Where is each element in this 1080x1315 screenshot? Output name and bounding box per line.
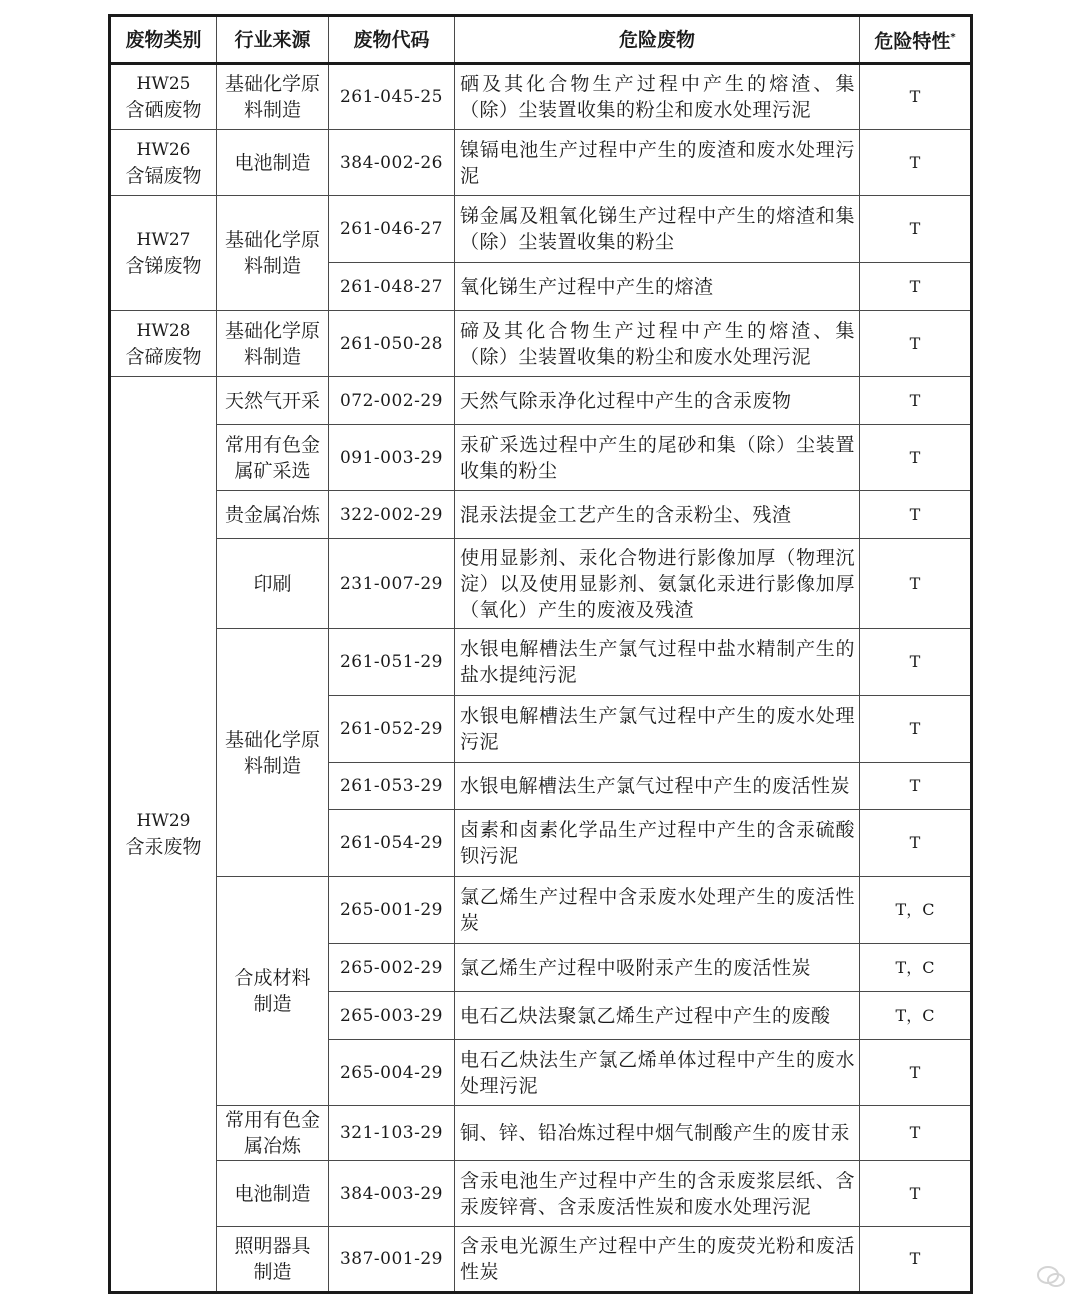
waste-description-cell: 氧化锑生产过程中产生的熔渣 bbox=[455, 263, 860, 311]
industry-cell bbox=[217, 1161, 329, 1227]
table-row bbox=[110, 377, 972, 425]
waste-description-cell: 含汞电光源生产过程中产生的废荧光粉和废活性炭 bbox=[455, 1227, 860, 1293]
header-hazard-label: 危险特性 bbox=[874, 30, 951, 53]
waste-code-cell: 261-054-29 bbox=[329, 810, 455, 877]
industry-line: 制造 bbox=[253, 1261, 292, 1283]
waste-description-cell: 铜、锌、铅冶炼过程中烟气制酸产生的废甘汞 bbox=[455, 1106, 860, 1161]
industry-line: 基础化学原 bbox=[224, 728, 320, 751]
hazard-cell: T bbox=[860, 491, 972, 539]
waste-code-cell: 091-003-29 bbox=[329, 425, 455, 491]
category-code: HW27 bbox=[136, 230, 191, 250]
waste-description-cell: 碲及其化合物生产过程中产生的熔渣、集（除）尘装置收集的粉尘和废水处理污泥 bbox=[455, 311, 860, 377]
table-row bbox=[110, 1161, 972, 1227]
waste-code-cell: 261-045-25 bbox=[329, 64, 455, 130]
category-code: HW25 bbox=[136, 74, 191, 94]
hazard-cell: T bbox=[860, 64, 972, 130]
table-row bbox=[110, 64, 972, 130]
waste-description-cell: 硒及其化合物生产过程中产生的熔渣、集（除）尘装置收集的粉尘和废水处理污泥 bbox=[455, 64, 860, 130]
industry-line: 天然气开采 bbox=[224, 389, 320, 412]
industry-line: 料制造 bbox=[243, 255, 301, 277]
waste-description-cell: 水银电解槽法生产氯气过程中产生的废活性炭 bbox=[455, 763, 860, 810]
industry-cell bbox=[217, 539, 329, 629]
header-waste: 危险废物 bbox=[455, 16, 860, 64]
table-row bbox=[110, 629, 972, 696]
waste-description-cell: 镍镉电池生产过程中产生的废渣和废水处理污泥 bbox=[455, 130, 860, 196]
header-code: 废物代码 bbox=[329, 16, 455, 64]
industry-line: 合成材料 bbox=[234, 967, 311, 989]
category-name: 含碲废物 bbox=[125, 345, 202, 368]
waste-description-cell: 天然气除汞净化过程中产生的含汞废物 bbox=[455, 377, 860, 425]
industry-line: 属矿采选 bbox=[234, 459, 311, 482]
waste-code-cell: 265-002-29 bbox=[329, 944, 455, 992]
industry-line: 基础化学原 bbox=[224, 229, 320, 251]
waste-code-cell: 231-007-29 bbox=[329, 539, 455, 629]
table-row bbox=[110, 491, 972, 539]
category-cell-hw28 bbox=[110, 311, 217, 377]
table-row bbox=[110, 425, 972, 491]
hazard-cell: T bbox=[860, 263, 972, 311]
category-cell-hw27 bbox=[110, 196, 217, 311]
hazard-cell: T bbox=[860, 763, 972, 810]
header-row bbox=[110, 16, 972, 64]
category-code: HW28 bbox=[136, 320, 191, 341]
industry-line: 电池制造 bbox=[234, 151, 311, 174]
category-name: 含汞废物 bbox=[125, 836, 202, 858]
industry-line: 电池制造 bbox=[234, 1182, 311, 1205]
waste-code-cell: 384-002-26 bbox=[329, 130, 455, 196]
waste-description-cell: 电石乙炔法生产氯乙烯单体过程中产生的废水处理污泥 bbox=[455, 1040, 860, 1106]
category-cell-hw26 bbox=[110, 130, 217, 196]
industry-cell bbox=[217, 1106, 329, 1161]
header-hazard-mark: * bbox=[950, 31, 956, 43]
category-name: 含锑废物 bbox=[125, 255, 202, 277]
waste-description-cell: 混汞法提金工艺产生的含汞粉尘、残渣 bbox=[455, 491, 860, 539]
hazard-cell: T bbox=[860, 539, 972, 629]
category-name: 含硒废物 bbox=[125, 99, 202, 121]
industry-cell bbox=[217, 425, 329, 491]
header-industry: 行业来源 bbox=[217, 16, 329, 64]
hazard-cell: T bbox=[860, 810, 972, 877]
waste-code-cell: 261-052-29 bbox=[329, 696, 455, 763]
industry-line: 属冶炼 bbox=[243, 1135, 301, 1157]
hazard-cell: T bbox=[860, 311, 972, 377]
industry-cell bbox=[217, 877, 329, 1106]
waste-description-cell: 氯乙烯生产过程中吸附汞产生的废活性炭 bbox=[455, 944, 860, 992]
hazard-cell: T bbox=[860, 425, 972, 491]
hazard-cell: T，C bbox=[860, 944, 972, 992]
industry-cell bbox=[217, 491, 329, 539]
industry-line: 照明器具 bbox=[234, 1235, 311, 1257]
industry-cell bbox=[217, 629, 329, 877]
table-row bbox=[110, 1227, 972, 1293]
industry-cell bbox=[217, 130, 329, 196]
table-row bbox=[110, 311, 972, 377]
table-row bbox=[110, 877, 972, 944]
watermark bbox=[1036, 1265, 1066, 1289]
waste-description-cell: 使用显影剂、汞化合物进行影像加厚（物理沉淀）以及使用显影剂、氨氯化汞进行影像加厚（氧化）产生的废液及残渣 bbox=[455, 539, 860, 629]
industry-line: 常用有色金 bbox=[224, 1109, 320, 1131]
waste-description-cell: 含汞电池生产过程中产生的含汞废浆层纸、含汞废锌膏、含汞废活性炭和废水处理污泥 bbox=[455, 1161, 860, 1227]
waste-code-cell: 261-046-27 bbox=[329, 196, 455, 263]
industry-line: 料制造 bbox=[243, 754, 301, 777]
hazard-cell: T bbox=[860, 696, 972, 763]
industry-line: 基础化学原 bbox=[224, 319, 320, 342]
hazard-cell: T bbox=[860, 130, 972, 196]
hazard-cell: T bbox=[860, 1106, 972, 1161]
waste-code-cell: 261-051-29 bbox=[329, 629, 455, 696]
table-row bbox=[110, 130, 972, 196]
hazardous-waste-table bbox=[108, 14, 973, 1294]
hazard-cell: T bbox=[860, 1161, 972, 1227]
waste-description-cell: 汞矿采选过程中产生的尾砂和集（除）尘装置收集的粉尘 bbox=[455, 425, 860, 491]
waste-code-cell: 261-050-28 bbox=[329, 311, 455, 377]
waste-description-cell: 电石乙炔法聚氯乙烯生产过程中产生的废酸 bbox=[455, 992, 860, 1040]
waste-code-cell: 072-002-29 bbox=[329, 377, 455, 425]
waste-code-cell: 322-002-29 bbox=[329, 491, 455, 539]
waste-description-cell: 氯乙烯生产过程中含汞废水处理产生的废活性炭 bbox=[455, 877, 860, 944]
category-cell-hw25 bbox=[110, 64, 217, 130]
chat-bubble-icon bbox=[1036, 1265, 1066, 1289]
waste-code-cell: 384-003-29 bbox=[329, 1161, 455, 1227]
header-hazard bbox=[860, 16, 972, 64]
waste-code-cell: 261-048-27 bbox=[329, 263, 455, 311]
industry-cell bbox=[217, 311, 329, 377]
hazard-cell: T bbox=[860, 377, 972, 425]
waste-code-cell: 387-001-29 bbox=[329, 1227, 455, 1293]
industry-line: 贵金属冶炼 bbox=[224, 503, 320, 526]
waste-code-cell: 265-004-29 bbox=[329, 1040, 455, 1106]
category-name: 含镉废物 bbox=[125, 164, 202, 187]
hazard-cell: T bbox=[860, 1227, 972, 1293]
header-category: 废物类别 bbox=[110, 16, 217, 64]
waste-code-cell: 321-103-29 bbox=[329, 1106, 455, 1161]
waste-description-cell: 卤素和卤素化学品生产过程中产生的含汞硫酸钡污泥 bbox=[455, 810, 860, 877]
hazard-cell: T bbox=[860, 1040, 972, 1106]
industry-line: 料制造 bbox=[243, 345, 301, 368]
waste-description-cell: 水银电解槽法生产氯气过程中产生的废水处理污泥 bbox=[455, 696, 860, 763]
industry-line: 常用有色金 bbox=[224, 433, 320, 456]
hazard-cell: T bbox=[860, 196, 972, 263]
industry-cell bbox=[217, 196, 329, 311]
category-code: HW26 bbox=[136, 139, 191, 160]
industry-cell bbox=[217, 1227, 329, 1293]
waste-code-cell: 265-003-29 bbox=[329, 992, 455, 1040]
hazard-cell: T，C bbox=[860, 877, 972, 944]
table-row bbox=[110, 1106, 972, 1161]
hazard-cell: T bbox=[860, 629, 972, 696]
category-cell-hw29 bbox=[110, 377, 217, 1293]
category-code: HW29 bbox=[136, 811, 191, 831]
industry-line: 料制造 bbox=[243, 99, 301, 121]
industry-line: 印刷 bbox=[253, 572, 292, 595]
waste-description-cell: 锑金属及粗氧化锑生产过程中产生的熔渣和集（除）尘装置收集的粉尘 bbox=[455, 196, 860, 263]
table-row bbox=[110, 539, 972, 629]
industry-cell bbox=[217, 64, 329, 130]
table-row bbox=[110, 196, 972, 263]
industry-cell bbox=[217, 377, 329, 425]
waste-code-cell: 265-001-29 bbox=[329, 877, 455, 944]
hazard-cell: T，C bbox=[860, 992, 972, 1040]
industry-line: 基础化学原 bbox=[224, 73, 320, 95]
industry-line: 制造 bbox=[253, 993, 292, 1015]
waste-code-cell: 261-053-29 bbox=[329, 763, 455, 810]
waste-description-cell: 水银电解槽法生产氯气过程中盐水精制产生的盐水提纯污泥 bbox=[455, 629, 860, 696]
